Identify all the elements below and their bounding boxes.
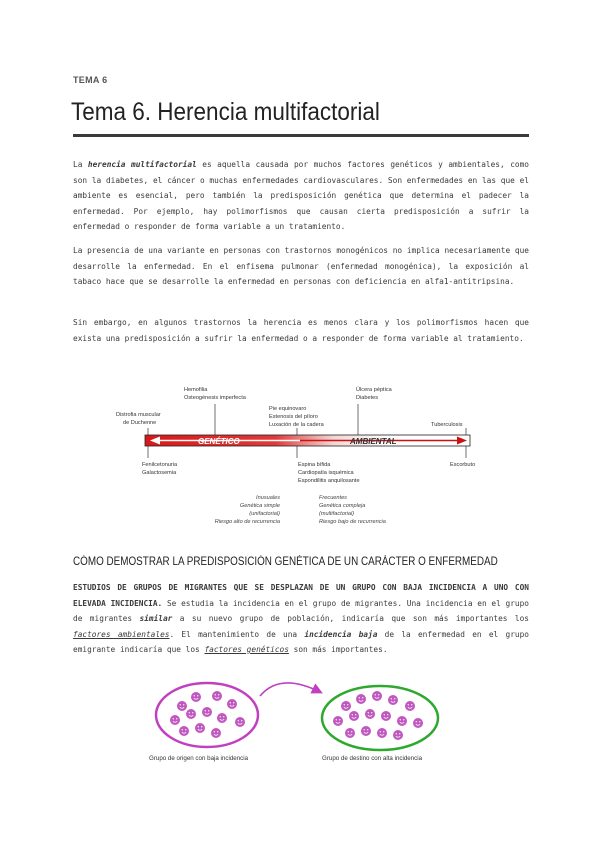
svg-text:Cardiopatía isquémica: Cardiopatía isquémica <box>298 470 354 476</box>
svg-text:Galactosemia: Galactosemia <box>142 470 177 476</box>
svg-text:(multifactorial): (multifactorial) <box>319 511 355 517</box>
svg-text:(unifactorial): (unifactorial) <box>249 511 280 517</box>
svg-text:Úlcera péptica: Úlcera péptica <box>356 387 392 393</box>
svg-text:Luxación de la cadera: Luxación de la cadera <box>269 422 324 428</box>
svg-text:Genética compleja: Genética compleja <box>319 503 366 509</box>
paragraph-monogenic: La presencia de una variante en personas con trastornos monogénicos no implica necesariamente que desarrolle la enfermedad. En el enfisema pulmonar (enfermedad monogénica), la exposición al tabaco hace que se desarrolle la enfermedad en personas con deficiencia en alfa1-antitripsina. <box>73 246 529 286</box>
chapter-kicker: TEMA 6 <box>73 75 108 85</box>
svg-text:Estenosis del píloro: Estenosis del píloro <box>269 414 318 420</box>
paragraph-intro: La herencia multifactorial es aquella causada por muchos factores genéticos y ambientales, como son la diabetes, el cáncer o muchas enfermedades cardiovasculares. Son enfermedades en las que el ambiente es esencial, pero también la predisposición genética que determina el padecer la enfermedad. Por ejemplo, hay polimorfismos que causan cierta predisposición a sufrir la enfermedad o responder de forma variable a un tratamiento. <box>73 160 529 231</box>
svg-text:Riesgo bajo de recurrencia: Riesgo bajo de recurrencia <box>319 519 386 525</box>
svg-text:de Duchenne: de Duchenne <box>123 420 157 426</box>
svg-text:Hemofilia: Hemofilia <box>184 387 208 393</box>
svg-text:Genética simple: Genética simple <box>239 503 280 509</box>
genetic-label: GENÉTICO <box>198 437 240 446</box>
svg-text:Inusuales: Inusuales <box>256 495 280 501</box>
svg-text:Riesgo alto de recurrencia: Riesgo alto de recurrencia <box>214 519 280 525</box>
section-title: CÓMO DEMOSTRAR LA PREDISPOSICIÓN GENÉTICA DE UN CARÁCTER O ENFERMEDAD <box>73 556 498 568</box>
svg-text:Fenilcetonuria: Fenilcetonuria <box>142 462 178 468</box>
svg-text:Espondilitis anquilosante: Espondilitis anquilosante <box>298 478 360 484</box>
destination-group-caption: Grupo de destino con alta incidencia <box>322 755 423 762</box>
svg-text:Frecuentes: Frecuentes <box>319 495 347 501</box>
page-title: Tema 6. Herencia multifactorial <box>71 98 380 126</box>
migration-arrow-icon <box>260 683 320 696</box>
environment-label: AMBIENTAL <box>350 437 397 446</box>
svg-text:Espina bífida: Espina bífida <box>298 462 331 468</box>
svg-text:Escorbuto: Escorbuto <box>450 462 476 468</box>
paragraph-polymorphisms: Sin embargo, en algunos trastornos la herencia es menos clara y los polimorfismos hacen que exista una predisposición a sufrir la enfermedad o a responder de forma variable al tratamiento. <box>73 318 529 343</box>
svg-text:Tuberculosis: Tuberculosis <box>431 422 463 428</box>
svg-text:Distrofia muscular: Distrofia muscular <box>116 412 161 418</box>
svg-text:Osteogénesis imperfecta: Osteogénesis imperfecta <box>184 395 246 401</box>
svg-text:Pie equinovaro: Pie equinovaro <box>269 406 307 412</box>
origin-group-caption: Grupo de origen con baja incidencia <box>149 755 249 762</box>
svg-text:Diabetes: Diabetes <box>356 395 379 401</box>
paragraph-migrants: ESTUDIOS DE GRUPOS DE MIGRANTES QUE SE DESPLAZAN DE UN GRUPO CON BAJA INCIDENCIA A UNO CON ELEVADA INCIDENCIA. Se estudia la incidencia en el grupo de migrantes. Una incidencia en el grupo de migrantes similar a su nuevo grupo de población, indicaría que son más importantes los factores ambientales. El mantenimiento de una incidencia baja de la enfermedad en el grupo emigrante indicaría que los factores genéticos son más importantes. <box>73 583 529 654</box>
